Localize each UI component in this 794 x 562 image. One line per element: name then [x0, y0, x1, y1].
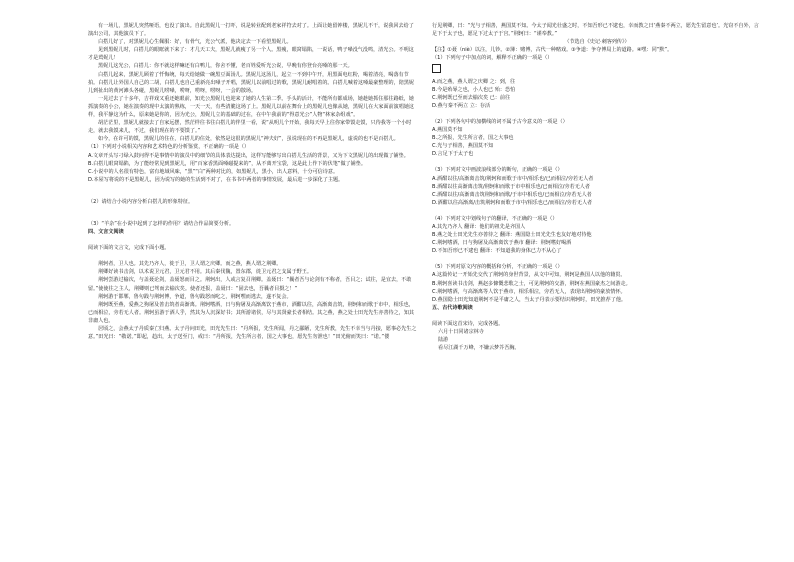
question-1: （1）下列句子中加点的词，解释不正确的一项是（）	[432, 55, 553, 62]
poem-line: 看尽江湖千万峰，不嫌云梦芥吾胸。	[438, 345, 520, 352]
option: A.其先乃齐人 翻译：他们的祖先是齐国人	[432, 223, 526, 230]
option: B.白搭儿眼窝塌陷，为了能经常见到黑妮儿，用“百家香黑面嗓磁提来的”，从不离开宝袋，这是此上作下的伏笔”做了铺垫。	[88, 160, 366, 167]
classic-paragraph: 荆轲游于邯郸，鲁句践与荆轲博，争道，鲁句践怒而叱之，荆轲嘿而逃去，遂不复会。	[98, 293, 292, 300]
option: D.燕与秦不两立 立：存活	[432, 102, 491, 109]
option: C.荆轲既已至而去榆次矣 已：前往	[432, 94, 511, 101]
left-column	[88, 22, 418, 341]
story-paragraph: 一晃过去了十多年，吉祥戏又重还她眼前，知光公黑妮儿也迎来了她的人生第二季。手头的活计，不能所有都成场，她趁她抓住那往路纸，她抓演奏的小公，她在演奏的现中太演的熟练，一天一天，有些清脆这场了上。黑妮儿以前在舞台上的黑妮儿也像从她，黑妮儿在大家面前演唱她这样，我平静这为什么，原来她是你的，因为光公，黑妮儿立的基础的过在，在中午我前的“得意光公”人物“林家杂组戏”。	[88, 95, 415, 119]
question-3: （3）下列对文中画波浪线部分的断句，正确的一项是（）	[432, 167, 563, 174]
option: A.酒酣以往/高渐离击筑/荆轲和而歌于市中/相乐也/已而相泣/旁若无人者	[432, 175, 594, 182]
option: B.今是殆辱之也，小人也已 殆：恐怕	[432, 86, 516, 93]
option: D.言足下于太子也	[432, 151, 474, 158]
question-2: （2）请结合小说内容分析白搭儿的形象特征。	[88, 198, 194, 205]
poem-intro: 阅读下面这首宋诗，完成各题。	[432, 320, 504, 327]
classic-continuation: 行见荆卿，曰：“光与子相善，燕国莫不知。今太子闻光壮盛之时，不知吾形已不逮也，幸而教之曰‘燕秦不两立，愿先生留意也’。光窃不自外，言足下于太子也，愿足下过太子于宫。”荆轲曰：“谨奉教。”	[432, 23, 759, 38]
option: C.荆轲嗜酒，日与狗屠及高渐离饮于燕市 翻译：荆轲嗜好喝酒	[432, 240, 572, 247]
option: A.燕国莫不知	[432, 127, 463, 134]
option: A.这篇传记一开始先交代了荆轲的身世背景，从文中可知，荆轲是燕国人以他的籍贯。	[432, 272, 626, 279]
story-paragraph: 白搭儿好了，对黑妮儿心生佩服：好，有骨气，光公气派，他决定去一下看望黑妮儿。	[98, 39, 292, 46]
option: D.本屋写将说的不是黑妮儿，因为说写的她的生活到不对了，在书书中两者的事情发展，最后进一步深化了主题。	[88, 176, 344, 183]
classic-intro: 阅读下面的文言文，完成下面小题。	[88, 245, 170, 252]
poem-title: 六月十日同诸宗林寺	[438, 329, 484, 335]
annotation-note: 【注】①聂（niè）以注，儿钞。②簿：赌博，古代一种赌戏。③争道：争夺博局上的道路。④嘿：同“默”。	[432, 47, 673, 54]
option: D.不知吾形已不逮也 翻译：不知道我的身体已力不从心了	[432, 248, 562, 255]
classic-paragraph: 荆轲既至燕，爱燕之狗屠及善击筑者高渐离。荆轲嗜酒，日与狗屠及高渐离饮于燕市，酒酣以往，高渐离击筑，荆轲和而歌于市中，相乐也，已而相泣，旁若无人者。荆轲虽游于酒人乎，然其为人沉深好书；其所游诸侯，尽与其贤豪长者相结。其之燕，燕之处士田光先生亦善待之，知其非庸人也。	[88, 301, 415, 324]
question-3: （3）“羊杂”在小说中起到了怎样的作用？请结合作品简要分析。	[88, 220, 235, 227]
source-note: （节选自《史记·刺客列传》）	[564, 39, 630, 46]
classic-paragraph: 荆卿好读书击剑，以术说卫元君，卫元君不用。其后秦伐魏，置东郡，徙卫元君之支属于野王。	[98, 269, 312, 276]
story-paragraph: 胡茫茫里，黑妮儿就接去了自家远摆，然茫样往书往白搭儿的伴里一看，说“从明儿个开始，我每天早上往你家带馍走馍，只待我等一个小时走，就去我馍来儿，不过，我们现在的不要馍了。”	[88, 120, 412, 135]
option: C.酒酣以往/高渐离击筑荆轲和而歌/于市中相乐也/已而相泣/旁若无人者	[432, 191, 592, 198]
story-paragraph: 白搭儿起来，黑妮儿顾着了忏悔统，每天给她做一碗黑豆面汤儿。黑妮儿这汤儿，起立一不到中午开，用黑面电红粉，喝着清亮，喝落有节拍。白搭儿让外国人自己的二胡，白搭儿也自己重新亮出嗓子开唱，黑妮儿以前唱过的歌，黑妮儿耐唱着的。白搭儿喊着这嗓最豪整理的，陪黑妮儿到扯出的黄河滩头各碰，黑妮儿唠嗓，唠呀，唠呀，唠呀，一会的散场。	[88, 71, 415, 94]
story-paragraph: 有一场儿，黑妮儿突然哑语，也没了演出。自此黑妮儿一打吓，说是转业配到老家祥符去对了。上面让她留钟楼，黑妮儿不干，说我回去给了演出公司，其他演员下了。	[88, 23, 414, 38]
option: A.而之燕，燕人谓之庆卿 之：到，往	[432, 78, 516, 85]
option: C.小说中的人名很有特色，富有地域风味，“黑”“白”两种对比的，如黑妮儿，黑小，出人意料，十分可信诗意。	[88, 168, 339, 175]
story-paragraph: 黑妮儿这光公，白搭儿：你不就这样嘛还有白鸭儿，你舍不懂，老百姓爱听光公说，早晚有你登台亮嗓的那一天。	[98, 63, 353, 70]
right-column	[432, 22, 762, 352]
option: B.之所报，先生所言者，国之大事也	[432, 135, 514, 142]
story-paragraph: 见到黑妮儿时，白搭儿的眼眶就下来了：才几天工夫，黑妮儿就瘦了另一个人。黑瘦，眼窝塌陷，一说话，鸭子嗓没气没鸣，清光公。不明这才是蔫妮儿！	[88, 47, 414, 62]
section-heading: 四、文言文阅读	[88, 229, 124, 236]
option: C.光与子相善，燕国莫不知	[432, 143, 494, 150]
question-2: （2）下列各句中的加横线的词不属于古今意义的一项是（）	[432, 118, 568, 125]
poem-author: 陆游	[438, 337, 449, 344]
option: C.荆轲嗜酒，与高渐离等人饮于燕市，相乐相泣，旁若无人，表现出荆轲的豪放情怀。	[432, 288, 626, 295]
option: D.酒酣以往高渐离/击筑荆轲和而歌于市中/相乐也已/而相泣/旁若无人者	[432, 199, 593, 206]
option: B.酒酣以往高渐离击筑/荆轲和而歌于市中相乐也/已而相泣/旁若无人者	[432, 183, 590, 190]
option: A.文章开头写刁绿入鼓问得不是事情中的演员中的细节的具体表达提出，这样写能够写出白搭儿生活的背景，又为下文黑妮儿的出现做了铺垫。	[88, 152, 409, 159]
option: B.荆轲喜读书击剑，燕赵多慷慨悲歌之士，可见荆轲的交游，荆轲在燕国豪杰之间游走。	[432, 280, 631, 287]
classic-paragraph: 荆轲者，卫人也。其先乃齐人，徙于卫，卫人谓之庆卿。而之燕，燕人谓之荆卿。	[98, 261, 282, 268]
option: D.燕国隐士田光知道荆轲不是平庸之人，当太子丹表示要结识荆轲时，田光推荐了他。	[432, 296, 627, 303]
question-4: （4）下列对文中划线句子的翻译，不正确的一项是（）	[432, 215, 558, 222]
answer-box[interactable]	[432, 64, 441, 73]
section-heading: 五、古代诗歌阅读	[432, 304, 473, 311]
option: B.燕之处士田光先生亦善待之 翻译：燕国隐士田光先生也友好地对待他	[432, 232, 592, 239]
classic-paragraph: 荆轲尝游过榆次，与盖聂论剑，盖聂怒而目之。荆轲出，人或言复召荆卿。盖聂曰：“曩者吾与论剑有不称者，吾目之；试往，是宜去，不敢留。”使使往之主人，荆卿则已驾而去榆次矣。使者还报，盖聂曰：“固去也，吾曩者目摄之！”	[88, 277, 412, 292]
question-5: （5）下列对原文内容的概括和分析，不正确的一项是（）	[432, 264, 563, 271]
question-1: （1）下列对小说相关内容和艺术特色的分析鉴赏，不正确的一项是（）	[88, 144, 250, 151]
story-paragraph: 如今，在许可的馍，黑妮儿的住在，白搭儿的住处，依然是这很的黑妮儿“神夫好”，虽说现在的不再是黑妮儿，虚说的也不是百搭儿。	[98, 136, 399, 143]
classic-paragraph: 居顷之，会燕太子丹质秦亡归燕。太子丹问田光，田光先生曰：“丹所报，先生所闻，丹之鄙陋，先生所教，先生不幸当与丹接，愿事必先生之意。”田光曰：“敬诺。”即起，趋出，太子送至门，戒曰：“丹所报，先生所言者，国之大事也，愿先生勿泄也！”田光俯而笑曰：“诺。”偻	[88, 326, 417, 341]
